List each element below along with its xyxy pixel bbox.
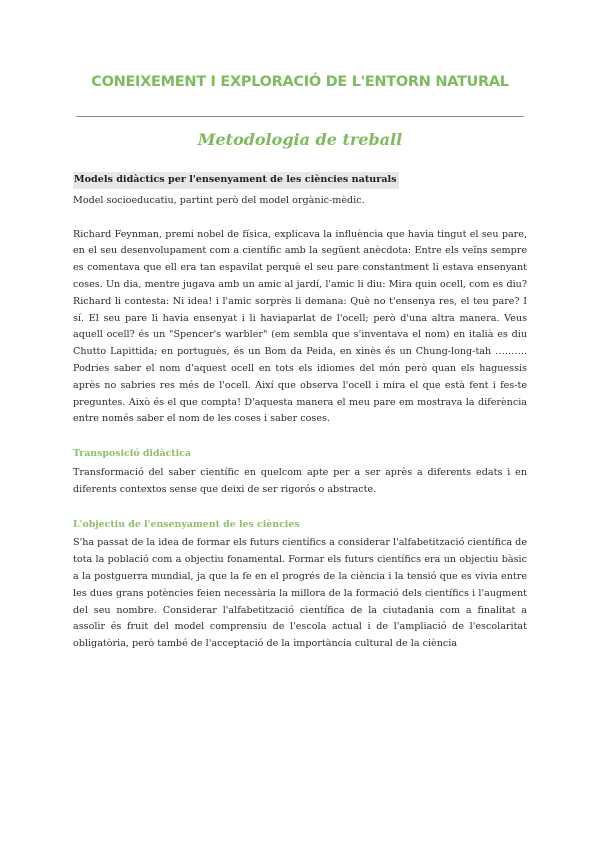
objective-paragraph: S'ha passat de la idea de formar els futurs científics a considerar l'alfabetització científica de tota la població com a objectiu fonamental. Formar els futurs científics era un objectiu bàsic a la postguerra mundial, ja que la fe en el progrés de la ciència i la tensió que es vivia entre les dues grans potències feien necessària la millora de la formació dels científics i l'augment del seu nombre. Considerar l'alfabetització científica de la ciutadania com a finalitat a assolir és fruit del model comprensiu de l'escola actual i de l'ampliació de l'escolaritat obligatòria, però també de l'acceptació de la importància cultural de la ciència bbox=[73, 537, 527, 650]
section-heading-objective: L'objectiu de l'ensenyament de les ciències bbox=[73, 518, 300, 530]
transposition-paragraph: Transformació del saber científic en quelcom apte per a ser après a diferents edats i en diferents contextos sense que deixi de ser rigorós o abstracte. bbox=[73, 466, 527, 495]
section-heading-transposition: Transposició didàctica bbox=[73, 448, 191, 460]
section-objective bbox=[73, 517, 527, 653]
section-models bbox=[73, 172, 527, 428]
title-divider bbox=[76, 116, 524, 117]
feynman-story-paragraph: Richard Feynman, premi nobel de física, explicava la influència que havia tingut el seu pare, en el seu desenvolupament com a científic amb la següent anècdota: Entre els veïns sempre es comentava que ell era tan espavilat perquè el seu pare constantment li estava ensenyant coses. Un dia, mentre jugava amb un amic al jardí, l'amic li diu: Mira quin ocell, com es diu? Richard li contesta: Ni idea! i l'amic sorprès li demana: Què no t'ensenya res, el teu pare? I sí. El seu pare li havia ensenyat i li haviaparlat de l'ocell; però d'una altra manera. Veus aquell ocell? és un "Spencer's warbler" (em sembla que s'inventava el nom) en italià es diu Chutto Lapittida; en portuguès, és un Bom da Peida, en xinès és un Chung-long-tah ………. Podries saber el nom d'aquest ocell en tots els idiomes del món però quan els haguessis après no sabries res més de l'ocell. Així que observa l'ocell i mira el que està fent i fes-te preguntes. Això és el que compta! D'aquesta manera el meu pare em mostrava la diferència entre només saber el nom de les coses i saber coses. bbox=[73, 228, 527, 425]
section-heading-models: Models didàctics per l'ensenyament de les ciències naturals bbox=[73, 172, 399, 189]
document-subtitle: Metodologia de treball bbox=[197, 130, 403, 149]
model-line: Model socioeducatiu, partint però del model orgànic-mèdic. bbox=[73, 194, 365, 206]
section-transposition bbox=[73, 446, 527, 498]
document-body bbox=[73, 172, 527, 653]
document-title: CONEIXEMENT I EXPLORACIÓ DE L'ENTORN NATURAL bbox=[91, 74, 509, 90]
